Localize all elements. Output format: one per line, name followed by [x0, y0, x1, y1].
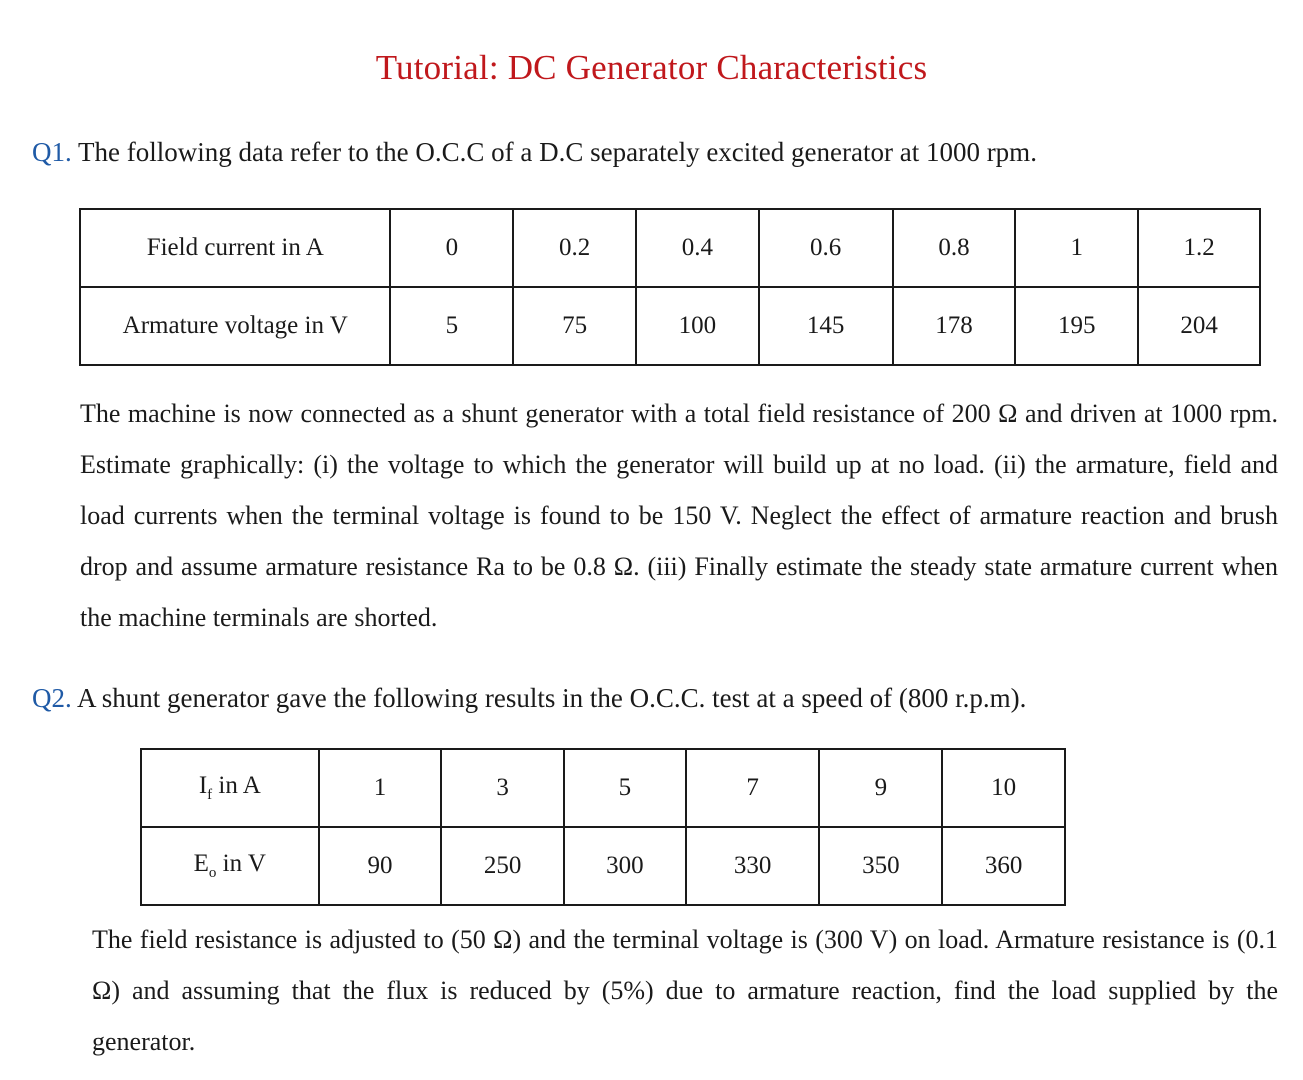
header-subscript: f — [207, 787, 213, 803]
table-cell: 204 — [1138, 287, 1260, 365]
q2-number: Q2. — [32, 683, 72, 713]
table-cell: 0.8 — [893, 209, 1016, 287]
q2-paragraph: The field resistance is adjusted to (50 Ω) and the terminal voltage is (300 V) on load. Armature resistance is (0.1 Ω) and assuming that the flux is reduced by (5%) due to armature reaction, find the load supplied by the generator. — [92, 925, 1278, 1056]
table-cell: 360 — [942, 827, 1065, 905]
q2-statement — [32, 683, 1026, 714]
q1-paragraph: The machine is now connected as a shunt generator with a total field resistance of 200 Ω and driven at 1000 rpm. Estimate graphically: (i) the voltage to which the generator will build up at no load. (ii) the armature, field and load currents when the terminal voltage is found to be 150 V. Neglect the effect of armature reaction and brush drop and assume armature resistance Ra to be 0.8 Ω. (iii) Finally estimate the steady state armature current when the machine terminals are shorted. — [80, 399, 1278, 632]
table-cell: 0.2 — [513, 209, 636, 287]
q1-number: Q1. — [32, 137, 72, 167]
table-cell: 1 — [1015, 209, 1138, 287]
header-symbol: E — [193, 850, 209, 877]
row-header-emf — [141, 827, 319, 905]
table-cell: 3 — [441, 749, 564, 827]
table-cell: 330 — [686, 827, 820, 905]
header-unit: in A — [212, 772, 261, 799]
table-cell: 90 — [319, 827, 442, 905]
table-cell: 75 — [513, 287, 636, 365]
table-cell: 0.4 — [636, 209, 759, 287]
table-cell: 5 — [564, 749, 686, 827]
q2-text: A shunt generator gave the following results in the O.C.C. test at a speed of (800 r.p.m). — [77, 683, 1027, 713]
q1-occ-table — [79, 208, 1261, 366]
header-symbol: I — [198, 772, 208, 799]
header-subscript: o — [208, 865, 217, 881]
table-cell: 1.2 — [1138, 209, 1260, 287]
table-cell: 10 — [942, 749, 1065, 827]
row-header-armature-voltage: Armature voltage in V — [80, 287, 390, 365]
table-row — [141, 827, 1065, 905]
row-header-field-current — [141, 749, 319, 827]
table-cell: 145 — [759, 287, 893, 365]
table-cell: 300 — [564, 827, 686, 905]
table-cell: 0 — [390, 209, 513, 287]
q2-occ-table — [140, 748, 1066, 906]
q1-text: The following data refer to the O.C.C of a D.C separately excited generator at 1000 rpm. — [78, 137, 1037, 167]
table-cell: 5 — [390, 287, 513, 365]
table-cell: 100 — [636, 287, 759, 365]
table-cell: 7 — [686, 749, 820, 827]
table-row — [80, 209, 1260, 287]
table-cell: 250 — [441, 827, 564, 905]
table-cell: 9 — [819, 749, 942, 827]
table-row — [80, 287, 1260, 365]
table-row — [141, 749, 1065, 827]
table-cell: 0.6 — [759, 209, 893, 287]
page-title: Tutorial: DC Generator Characteristics — [375, 48, 928, 87]
row-header-field-current: Field current in A — [80, 209, 390, 287]
header-unit: in V — [216, 850, 266, 877]
table-cell: 178 — [893, 287, 1016, 365]
table-cell: 1 — [319, 749, 442, 827]
table-cell: 350 — [819, 827, 942, 905]
q1-statement — [32, 137, 1037, 168]
table-cell: 195 — [1015, 287, 1138, 365]
